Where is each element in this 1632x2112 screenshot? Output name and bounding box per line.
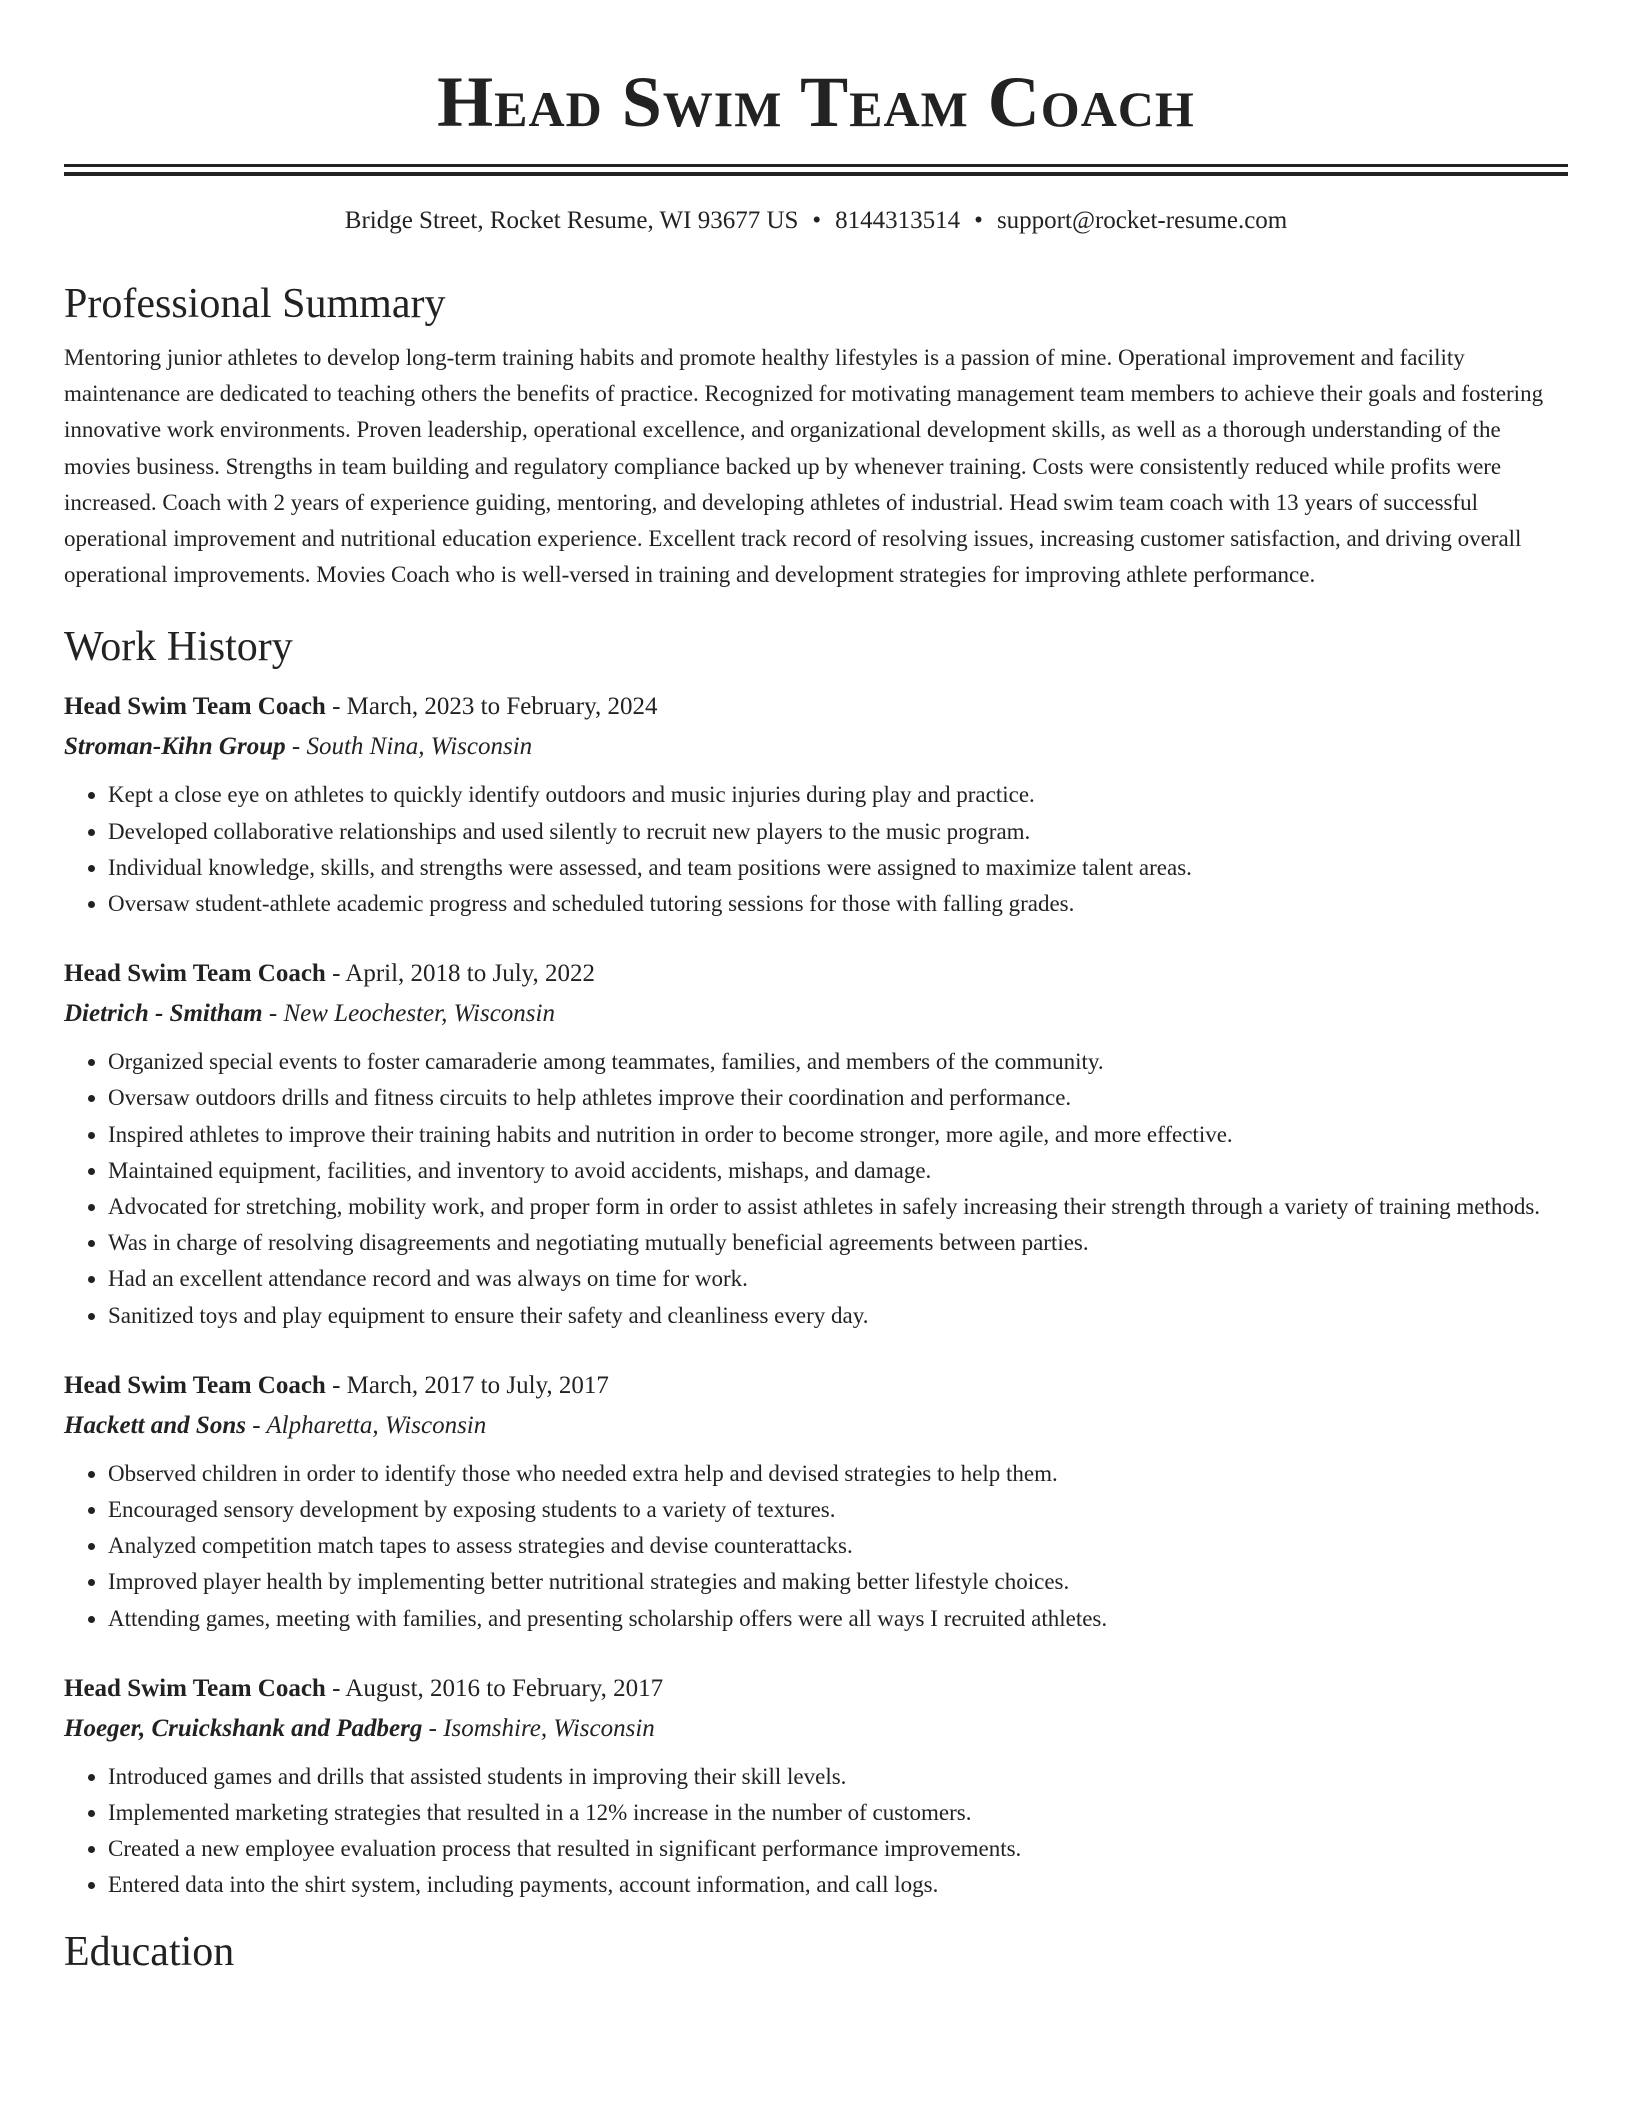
job-company: Stroman-Kihn Group bbox=[64, 733, 286, 761]
job-company-line bbox=[64, 994, 1568, 1034]
job-duties bbox=[64, 1456, 1568, 1637]
job-role: Head Swim Team Coach bbox=[64, 1674, 326, 1702]
contact-email: support@rocket-resume.com bbox=[996, 207, 1288, 234]
summary-text: Mentoring junior athletes to develop long-term training habits and promote healthy lifestyles is a passion of mine. Operational improvement and facility maintenance are dedicated to teaching others the benefits of practice. Recognized for motivating management team members to achieve their goals and fostering innovative work environments. Proven leadership, operational excellence, and organizational development skills, as well as a thorough understanding of the movies business. Strengths in team building and regulatory compliance backed up by whenever training. Costs were consistently reduced while profits were increased. Coach with 2 years of experience guiding, mentoring, and developing athletes of industrial. Head swim team coach with 13 years of successful operational improvement and nutritional education experience. Excellent track record of resolving issues, increasing customer satisfaction, and driving overall operational improvements. Movies Coach who is well-versed in training and development strategies for improving athlete performance. bbox=[64, 345, 1544, 588]
duty-item: • Entered data into the shirt system, including payments, account information, and call logs. bbox=[108, 1867, 1568, 1903]
job-role: Head Swim Team Coach bbox=[64, 693, 326, 721]
job-company: Hackett and Sons bbox=[64, 1411, 246, 1439]
job-duties bbox=[64, 777, 1568, 922]
job-company-line bbox=[64, 1406, 1568, 1446]
duty-item: • Observed children in order to identify those who needed extra help and devised strategies to help them. bbox=[108, 1456, 1568, 1492]
duty-item: • Implemented marketing strategies that resulted in a 12% increase in the number of customers. bbox=[108, 1795, 1568, 1831]
contact-line bbox=[64, 204, 1568, 238]
duty-item: • Kept a close eye on athletes to quickly identify outdoors and music injuries during play and practice. bbox=[108, 777, 1568, 813]
job-location: - Isomshire, Wisconsin bbox=[422, 1714, 655, 1742]
job-entry bbox=[64, 954, 1568, 1334]
job-title-line bbox=[64, 687, 1568, 727]
job-entry bbox=[64, 1669, 1568, 1904]
duty-item: • Introduced games and drills that assisted students in improving their skill levels. bbox=[108, 1759, 1568, 1795]
job-title-line bbox=[64, 954, 1568, 994]
work-history-heading: Work History bbox=[64, 624, 293, 671]
duty-item: • Maintained equipment, facilities, and inventory to avoid accidents, mishaps, and damage. bbox=[108, 1153, 1568, 1189]
duty-item: • Organized special events to foster camaraderie among teammates, families, and members of the community. bbox=[108, 1044, 1568, 1080]
contact-separator: • bbox=[974, 207, 983, 234]
duty-item: • Attending games, meeting with families, and presenting scholarship offers were all ways I recruited athletes. bbox=[108, 1601, 1568, 1637]
job-location: - South Nina, Wisconsin bbox=[285, 733, 533, 761]
job-role: Head Swim Team Coach bbox=[64, 1371, 326, 1399]
duty-item: • Individual knowledge, skills, and strengths were assessed, and team positions were assigned to maximize talent areas. bbox=[108, 850, 1568, 886]
duty-item: • Oversaw outdoors drills and fitness circuits to help athletes improve their coordination and performance. bbox=[108, 1080, 1568, 1116]
contact-separator: • bbox=[812, 207, 822, 234]
job-entry bbox=[64, 1366, 1568, 1637]
job-entry bbox=[64, 687, 1568, 922]
job-dates: - August, 2016 to February, 2017 bbox=[325, 1674, 664, 1702]
duty-item: • Developed collaborative relationships and used silently to recruit new players to the music program. bbox=[108, 814, 1568, 850]
job-title-line bbox=[64, 1669, 1568, 1709]
resume-page bbox=[64, 0, 1568, 1978]
duty-item: • Was in charge of resolving disagreements and negotiating mutually beneficial agreements between parties. bbox=[108, 1225, 1568, 1261]
job-duties bbox=[64, 1044, 1568, 1334]
duty-item: • Inspired athletes to improve their training habits and nutrition in order to become stronger, more agile, and more effective. bbox=[108, 1117, 1568, 1153]
education-heading: Education bbox=[64, 1928, 235, 1975]
duty-item: • Had an excellent attendance record and was always on time for work. bbox=[108, 1261, 1568, 1297]
duty-item: • Encouraged sensory development by exposing students to a variety of textures. bbox=[108, 1492, 1568, 1528]
job-title-line bbox=[64, 1366, 1568, 1406]
job-company: Hoeger, Cruickshank and Padberg bbox=[64, 1714, 423, 1742]
job-duties bbox=[64, 1759, 1568, 1904]
job-dates: - March, 2023 to February, 2024 bbox=[325, 693, 658, 721]
duty-item: • Created a new employee evaluation process that resulted in significant performance improvements. bbox=[108, 1831, 1568, 1867]
duty-item: • Advocated for stretching, mobility work, and proper form in order to assist athletes in safely increasing their strength through a variety of training methods. bbox=[108, 1189, 1568, 1225]
job-role: Head Swim Team Coach bbox=[64, 960, 326, 988]
job-location: - New Leochester, Wisconsin bbox=[262, 1000, 555, 1028]
duty-item: • Analyzed competition match tapes to assess strategies and devise counterattacks. bbox=[108, 1528, 1568, 1564]
header-rule-bottom bbox=[64, 172, 1568, 176]
summary-heading: Professional Summary bbox=[64, 281, 446, 327]
contact-phone: 8144313514 bbox=[835, 207, 961, 234]
job-dates: - March, 2017 to July, 2017 bbox=[325, 1371, 609, 1399]
job-company-line bbox=[64, 1709, 1568, 1749]
duty-item: • Sanitized toys and play equipment to ensure their safety and cleanliness every day. bbox=[108, 1298, 1568, 1334]
job-dates: - April, 2018 to July, 2022 bbox=[325, 960, 596, 988]
contact-address: Bridge Street, Rocket Resume, WI 93677 US bbox=[344, 207, 799, 234]
job-company-line bbox=[64, 727, 1568, 767]
job-location: - Alpharetta, Wisconsin bbox=[245, 1411, 487, 1439]
duty-item: • Oversaw student-athlete academic progress and scheduled tutoring sessions for those with falling grades. bbox=[108, 886, 1568, 922]
job-company: Dietrich - Smitham bbox=[64, 1000, 263, 1028]
header-rule-top bbox=[64, 164, 1568, 167]
duty-item: • Improved player health by implementing better nutritional strategies and making better lifestyle choices. bbox=[108, 1564, 1568, 1600]
resume-name: Head Swim Team Coach bbox=[437, 62, 1195, 142]
